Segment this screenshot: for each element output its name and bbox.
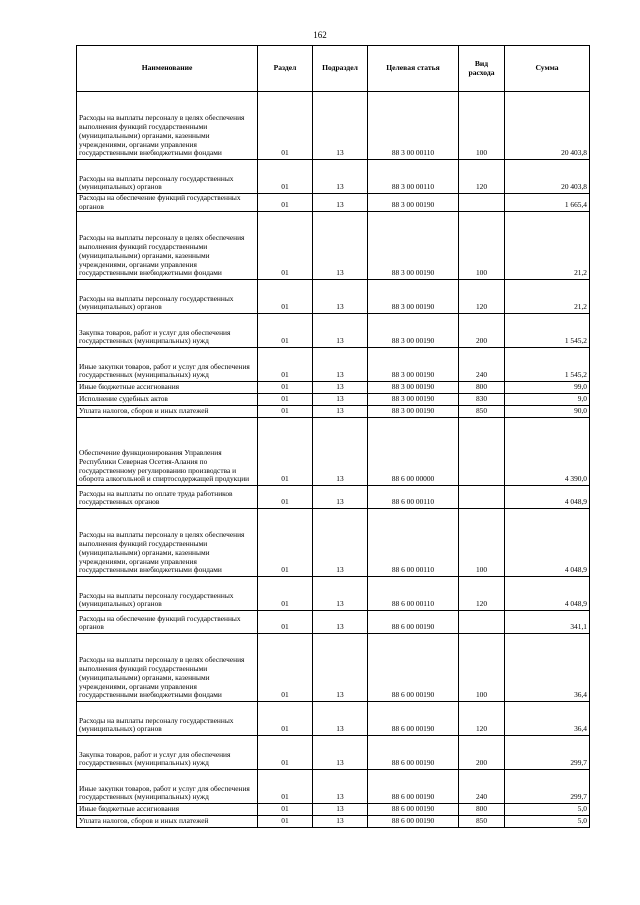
row-amount-cell: 5,0 (505, 816, 590, 828)
row-name-cell (77, 194, 258, 212)
row-section-cell: 01 (258, 160, 313, 194)
row-name: Расходы на выплаты персоналу в целях обеспечения выполнения функций государственными (муниципальными) органами, казенными учреждениями, органами управления государственными внебюджетными фондами (79, 531, 245, 575)
row-section-cell: 01 (258, 702, 313, 736)
row-target-cell: 88 6 00 00110 (368, 486, 459, 509)
header-expense-type: Вид расхода (459, 46, 505, 92)
row-target-cell: 88 3 00 00190 (368, 212, 459, 280)
row-target-cell: 88 6 00 00000 (368, 418, 459, 486)
row-type-cell (459, 611, 505, 634)
row-type-cell (459, 418, 505, 486)
row-name: Иные закупки товаров, работ и услуг для обеспечения государственных (муниципальных) нужд (79, 362, 250, 380)
row-subsection-cell: 13 (313, 509, 368, 577)
row-name-cell (77, 92, 258, 160)
row-type-cell (459, 486, 505, 509)
table-row (77, 577, 590, 611)
row-type-cell: 800 (459, 804, 505, 816)
row-name: Расходы на выплаты персоналу государственных (муниципальных) органов (79, 716, 234, 734)
row-type-cell (459, 194, 505, 212)
row-target-cell: 88 6 00 00190 (368, 634, 459, 702)
row-subsection-cell: 13 (313, 486, 368, 509)
row-name: Уплата налогов, сборов и иных платежей (79, 407, 209, 416)
row-name: Расходы на выплаты персоналу государственных (муниципальных) органов (79, 591, 234, 609)
row-section-cell: 01 (258, 382, 313, 394)
row-name-cell (77, 212, 258, 280)
row-target-cell: 88 6 00 00190 (368, 770, 459, 804)
table-row (77, 212, 590, 280)
header-name: Наименование (77, 46, 258, 92)
row-target-cell: 88 3 00 00190 (368, 348, 459, 382)
table-header-row (77, 46, 590, 92)
row-section-cell: 01 (258, 509, 313, 577)
row-amount-cell: 299,7 (505, 736, 590, 770)
row-name-cell (77, 804, 258, 816)
row-section-cell: 01 (258, 280, 313, 314)
row-section-cell: 01 (258, 634, 313, 702)
row-subsection-cell: 13 (313, 634, 368, 702)
row-type-cell: 100 (459, 212, 505, 280)
row-subsection-cell: 13 (313, 394, 368, 406)
row-amount-cell: 1 545,2 (505, 314, 590, 348)
table-row (77, 280, 590, 314)
row-type-cell: 800 (459, 382, 505, 394)
table-row (77, 406, 590, 418)
row-target-cell: 88 6 00 00110 (368, 509, 459, 577)
row-target-cell: 88 3 00 00190 (368, 406, 459, 418)
row-name-cell (77, 634, 258, 702)
row-type-cell: 830 (459, 394, 505, 406)
row-subsection-cell: 13 (313, 418, 368, 486)
table-row (77, 736, 590, 770)
row-name: Расходы на выплаты персоналу государственных (муниципальных) органов (79, 294, 234, 312)
row-name: Иные закупки товаров, работ и услуг для обеспечения государственных (муниципальных) нужд (79, 784, 250, 802)
row-type-cell: 850 (459, 816, 505, 828)
table-row (77, 194, 590, 212)
row-name-cell (77, 394, 258, 406)
row-name-cell (77, 160, 258, 194)
row-name: Закупка товаров, работ и услуг для обеспечения государственных (муниципальных) нужд (79, 328, 231, 346)
row-name-cell (77, 736, 258, 770)
budget-table (76, 45, 590, 828)
row-amount-cell: 4 048,9 (505, 486, 590, 509)
table-row (77, 634, 590, 702)
row-target-cell: 88 6 00 00110 (368, 577, 459, 611)
row-type-cell: 120 (459, 702, 505, 736)
row-name: Обеспечение функционирования Управления Республики Северная Осетия-Алания по государственному регулированию производства и оборота алкогольной и спиртосодержащей продукции (79, 449, 250, 484)
row-amount-cell: 99,0 (505, 382, 590, 394)
row-type-cell: 240 (459, 348, 505, 382)
row-subsection-cell: 13 (313, 770, 368, 804)
row-name: Расходы на выплаты персоналу в целях обеспечения выполнения функций государственными (муниципальными) органами, казенными учреждениями, органами управления государственными внебюджетными фондами (79, 234, 245, 278)
table-row (77, 816, 590, 828)
table-row (77, 770, 590, 804)
row-subsection-cell: 13 (313, 816, 368, 828)
row-subsection-cell: 13 (313, 194, 368, 212)
row-name: Иные бюджетные ассигнования (79, 805, 180, 814)
row-name-cell (77, 611, 258, 634)
row-name-cell (77, 314, 258, 348)
row-section-cell: 01 (258, 418, 313, 486)
row-amount-cell: 20 403,8 (505, 160, 590, 194)
row-amount-cell: 90,0 (505, 406, 590, 418)
row-target-cell: 88 3 00 00190 (368, 382, 459, 394)
row-amount-cell: 4 048,9 (505, 509, 590, 577)
table-row (77, 348, 590, 382)
row-name-cell (77, 382, 258, 394)
row-name: Закупка товаров, работ и услуг для обеспечения государственных (муниципальных) нужд (79, 750, 231, 768)
header-subsection: Подраздел (313, 46, 368, 92)
table-row (77, 804, 590, 816)
row-target-cell: 88 3 00 00190 (368, 280, 459, 314)
row-name: Расходы на обеспечение функций государственных органов (79, 194, 241, 210)
row-target-cell: 88 3 00 00190 (368, 194, 459, 212)
row-amount-cell: 299,7 (505, 770, 590, 804)
row-subsection-cell: 13 (313, 160, 368, 194)
table-row (77, 509, 590, 577)
row-type-cell: 120 (459, 577, 505, 611)
row-amount-cell: 5,0 (505, 804, 590, 816)
row-section-cell: 01 (258, 736, 313, 770)
row-name: Расходы на обеспечение функций государственных органов (79, 614, 241, 632)
row-subsection-cell: 13 (313, 577, 368, 611)
row-subsection-cell: 13 (313, 314, 368, 348)
row-target-cell: 88 6 00 00190 (368, 816, 459, 828)
row-name-cell (77, 702, 258, 736)
row-section-cell: 01 (258, 770, 313, 804)
row-name-cell (77, 406, 258, 418)
row-amount-cell: 36,4 (505, 634, 590, 702)
row-subsection-cell: 13 (313, 212, 368, 280)
row-name-cell (77, 577, 258, 611)
row-section-cell: 01 (258, 348, 313, 382)
row-type-cell: 850 (459, 406, 505, 418)
row-subsection-cell: 13 (313, 736, 368, 770)
row-name-cell (77, 770, 258, 804)
row-name-cell (77, 486, 258, 509)
row-section-cell: 01 (258, 194, 313, 212)
row-subsection-cell: 13 (313, 92, 368, 160)
row-name: Расходы на выплаты персоналу в целях обеспечения выполнения функций государственными (муниципальными) органами, казенными учреждениями, органами управления государственными внебюджетными фондами (79, 114, 245, 158)
row-name: Расходы на выплаты по оплате труда работников государственных органов (79, 489, 233, 507)
row-type-cell: 100 (459, 509, 505, 577)
row-target-cell: 88 3 00 00110 (368, 160, 459, 194)
row-name: Иные бюджетные ассигнования (79, 383, 180, 392)
row-name-cell (77, 509, 258, 577)
row-section-cell: 01 (258, 212, 313, 280)
row-target-cell: 88 3 00 00110 (368, 92, 459, 160)
row-amount-cell: 9,0 (505, 394, 590, 406)
row-name-cell (77, 348, 258, 382)
table-row (77, 394, 590, 406)
table-row (77, 92, 590, 160)
row-amount-cell: 20 403,8 (505, 92, 590, 160)
row-type-cell: 240 (459, 770, 505, 804)
table-row (77, 418, 590, 486)
row-section-cell: 01 (258, 92, 313, 160)
row-type-cell: 200 (459, 736, 505, 770)
row-type-cell: 100 (459, 92, 505, 160)
row-section-cell: 01 (258, 611, 313, 634)
table-row (77, 160, 590, 194)
row-subsection-cell: 13 (313, 348, 368, 382)
row-name: Исполнение судебных актов (79, 395, 168, 404)
row-amount-cell: 341,1 (505, 611, 590, 634)
row-subsection-cell: 13 (313, 804, 368, 816)
table-row (77, 702, 590, 736)
row-section-cell: 01 (258, 314, 313, 348)
row-subsection-cell: 13 (313, 702, 368, 736)
row-type-cell: 120 (459, 280, 505, 314)
row-amount-cell: 1 665,4 (505, 194, 590, 212)
row-subsection-cell: 13 (313, 406, 368, 418)
row-type-cell: 120 (459, 160, 505, 194)
table-row (77, 486, 590, 509)
row-type-cell: 100 (459, 634, 505, 702)
row-name: Уплата налогов, сборов и иных платежей (79, 817, 209, 826)
row-subsection-cell: 13 (313, 382, 368, 394)
row-name-cell (77, 280, 258, 314)
row-name-cell (77, 418, 258, 486)
table-row (77, 382, 590, 394)
row-name: Расходы на выплаты персоналу государственных (муниципальных) органов (79, 174, 234, 192)
row-amount-cell: 4 390,0 (505, 418, 590, 486)
row-target-cell: 88 6 00 00190 (368, 702, 459, 736)
row-target-cell: 88 3 00 00190 (368, 314, 459, 348)
table-row (77, 314, 590, 348)
header-target-article: Целевая статья (368, 46, 459, 92)
row-name: Расходы на выплаты персоналу в целях обеспечения выполнения функций государственными (муниципальными) органами, казенными учреждениями, органами управления государственными внебюджетными фондами (79, 656, 245, 700)
row-amount-cell: 36,4 (505, 702, 590, 736)
row-section-cell: 01 (258, 816, 313, 828)
row-section-cell: 01 (258, 394, 313, 406)
row-subsection-cell: 13 (313, 611, 368, 634)
row-target-cell: 88 6 00 00190 (368, 804, 459, 816)
row-target-cell: 88 3 00 00190 (368, 394, 459, 406)
row-section-cell: 01 (258, 577, 313, 611)
page-number: 162 (313, 30, 327, 40)
row-name-cell (77, 816, 258, 828)
row-section-cell: 01 (258, 406, 313, 418)
row-amount-cell: 21,2 (505, 280, 590, 314)
row-subsection-cell: 13 (313, 280, 368, 314)
table-row (77, 611, 590, 634)
header-amount: Сумма (505, 46, 590, 92)
row-amount-cell: 21,2 (505, 212, 590, 280)
row-section-cell: 01 (258, 486, 313, 509)
row-target-cell: 88 6 00 00190 (368, 611, 459, 634)
row-target-cell: 88 6 00 00190 (368, 736, 459, 770)
row-section-cell: 01 (258, 804, 313, 816)
row-amount-cell: 4 048,9 (505, 577, 590, 611)
header-section: Раздел (258, 46, 313, 92)
row-amount-cell: 1 545,2 (505, 348, 590, 382)
row-type-cell: 200 (459, 314, 505, 348)
